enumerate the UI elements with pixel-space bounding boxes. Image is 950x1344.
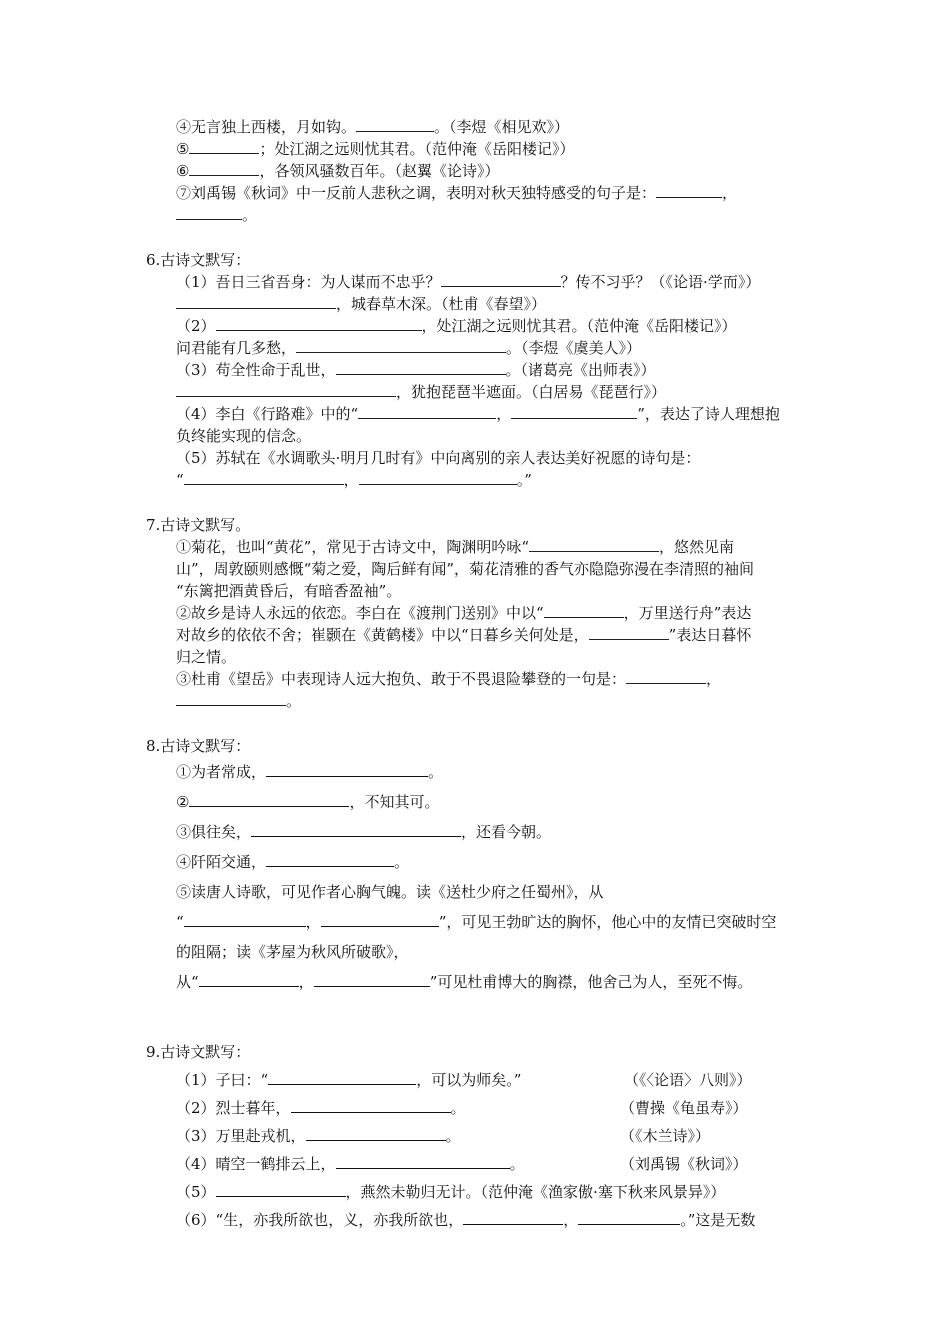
s5-line-7: ⑦刘禹锡《秋词》中一反前人悲秋之调，表明对秋天独特感受的句子是： ， xyxy=(176,184,738,202)
answer-blank[interactable] xyxy=(296,338,506,353)
answer-blank[interactable] xyxy=(184,470,344,485)
answer-blank[interactable] xyxy=(511,404,637,419)
answer-blank[interactable] xyxy=(358,404,496,419)
answer-blank[interactable] xyxy=(356,117,434,132)
s9-line-3: （3）万里赴戎机， 。 xyxy=(176,1127,461,1145)
s7-line-5: 对故乡的依依不舍；崔颢在《黄鹤楼》中以“日暮乡关何处是， ”表达日暮怀 xyxy=(176,626,752,644)
answer-blank[interactable] xyxy=(359,470,517,485)
s8-line-2: ② ，不知其可。 xyxy=(176,793,440,811)
section-6-title: 6.古诗文默写： xyxy=(146,251,251,269)
answer-blank[interactable] xyxy=(336,360,506,375)
s8-line-8: 从“ ， ”可见杜甫博大的胸襟，他舍己为人，至死不悔。 xyxy=(176,973,753,991)
s7-line-6: 归之情。 xyxy=(176,648,237,666)
s7-line-7: ③杜甫《望岳》中表现诗人远大抱负、敢于不畏退险攀登的一句是： ， xyxy=(176,670,722,688)
s9-line-6: （6）“生，亦我所欲也，义，亦我所欲也， ， 。”这是无数 xyxy=(176,1211,756,1229)
answer-blank[interactable] xyxy=(184,912,306,927)
s8-line-1: ①为者常成， 。 xyxy=(176,763,444,781)
s9-line-1: （1）子曰：“ ，可以为师矣。” xyxy=(176,1071,522,1089)
s5-line-6: ⑥ ，各领风骚数百年。（赵翼《论诗》） xyxy=(176,162,500,180)
s6-line-3: （2） ，处江湖之远则忧其君。（范仲淹《岳阳楼记》） xyxy=(176,317,737,335)
answer-blank[interactable] xyxy=(268,1070,416,1085)
s6-line-9: （5）苏轼在《水调歌头·明月几时有》中向离别的亲人表达美好祝愿的诗句是： xyxy=(176,449,701,467)
s9-line-5: （5） ，燕然未勒归无计。（范仲淹《渔家傲·塞下秋来风景异》） xyxy=(176,1183,726,1201)
s7-line-2: 山”，周敦颐则感慨“菊之爱，陶后鲜有闻”，菊花清雅的香气亦隐隐弥漫在李清照的袖间 xyxy=(176,560,755,578)
s9-line-4-source: （刘禹锡《秋词》） xyxy=(620,1155,748,1173)
s7-line-3: “东篱把酒黄昏后，有暗香盈袖”。 xyxy=(176,582,402,600)
s8-line-5: ⑤读唐人诗歌，可见作者心胸气魄。读《送杜少府之任蜀州》，从 xyxy=(176,883,604,901)
s9-line-3-source: （《木兰诗》） xyxy=(620,1127,711,1145)
answer-blank[interactable] xyxy=(463,1210,563,1225)
s8-line-7: 的阻隔；读《茅屋为秋风所破歌》， xyxy=(176,943,409,961)
s6-line-7: （4）李白《行路难》中的“ ， ”，表达了诗人理想抱 xyxy=(176,405,780,423)
answer-blank[interactable] xyxy=(189,792,349,807)
answer-blank[interactable] xyxy=(544,603,624,618)
answer-blank[interactable] xyxy=(291,1098,451,1113)
section-8-title: 8.古诗文默写： xyxy=(146,737,251,755)
answer-blank[interactable] xyxy=(189,139,259,154)
answer-blank[interactable] xyxy=(529,537,659,552)
s8-line-3: ③俱往矣， ，还看今朝。 xyxy=(176,823,552,841)
answer-blank[interactable] xyxy=(441,272,561,287)
answer-blank[interactable] xyxy=(176,382,396,397)
s5-line-7b: 。 xyxy=(176,205,257,225)
s7-line-1: ①菊花，也叫“黄花”，常见于古诗文中，陶渊明吟咏“ ，悠然见南 xyxy=(176,538,735,556)
answer-blank[interactable] xyxy=(251,822,461,837)
s6-line-1: （1）吾日三省吾身：为人谋而不忠乎？ ？传不习乎？（《论语·学而》） xyxy=(176,273,761,291)
s7-line-8: 。 xyxy=(176,691,301,711)
s7-line-4: ②故乡是诗人永远的依恋。李白在《渡荆门送别》中以“ ，万里送行舟”表达 xyxy=(176,604,752,622)
answer-blank[interactable] xyxy=(216,316,422,331)
answer-blank[interactable] xyxy=(656,183,722,198)
s6-line-8: 负终能实现的信念。 xyxy=(176,427,312,445)
s9-line-4: （4）晴空一鹤排云上， 。 xyxy=(176,1155,525,1173)
answer-blank[interactable] xyxy=(266,762,428,777)
answer-blank[interactable] xyxy=(199,972,299,987)
answer-blank[interactable] xyxy=(189,161,259,176)
answer-blank[interactable] xyxy=(176,294,336,309)
s6-line-2: ，城春草木深。（杜甫《春望》） xyxy=(176,294,546,314)
s9-line-2: （2）烈士暮年， 。 xyxy=(176,1099,466,1117)
s6-line-6: ，犹抱琵琶半遮面。（白居易《琵琶行》） xyxy=(176,382,666,402)
section-9-title: 9.古诗文默写： xyxy=(146,1043,251,1061)
s5-line-4: ④无言独上西楼，月如钩。 。（李煜《相见欢》） xyxy=(176,118,570,136)
section-7-title: 7.古诗文默写。 xyxy=(146,516,251,534)
answer-blank[interactable] xyxy=(266,852,394,867)
answer-blank[interactable] xyxy=(589,625,669,640)
answer-blank[interactable] xyxy=(626,669,706,684)
answer-blank[interactable] xyxy=(216,1182,346,1197)
s5-line-5: ⑤ ；处江湖之远则忧其君。（范仲淹《岳阳楼记》） xyxy=(176,140,575,158)
answer-blank[interactable] xyxy=(336,1154,510,1169)
answer-blank[interactable] xyxy=(578,1210,680,1225)
answer-blank[interactable] xyxy=(306,1126,446,1141)
s9-line-2-source: （曹操《龟虽寿》） xyxy=(620,1099,748,1117)
s8-line-6: “ ， ”，可见王勃旷达的胸怀，他心中的友情已突破时空 xyxy=(176,913,777,931)
answer-blank[interactable] xyxy=(314,972,430,987)
answer-blank[interactable] xyxy=(321,912,439,927)
s6-line-10: “ ， 。” xyxy=(176,471,532,489)
s8-line-4: ④阡陌交通， 。 xyxy=(176,853,410,871)
answer-blank[interactable] xyxy=(176,205,242,220)
s6-line-5: （3）苟全性命于乱世， 。（诸葛亮《出师表》） xyxy=(176,361,656,379)
s9-line-1-source: （《〈论语〉八则》） xyxy=(624,1071,752,1089)
answer-blank[interactable] xyxy=(176,691,286,706)
s6-line-4: 问君能有几多愁， 。（李煜《虞美人》） xyxy=(176,339,642,357)
